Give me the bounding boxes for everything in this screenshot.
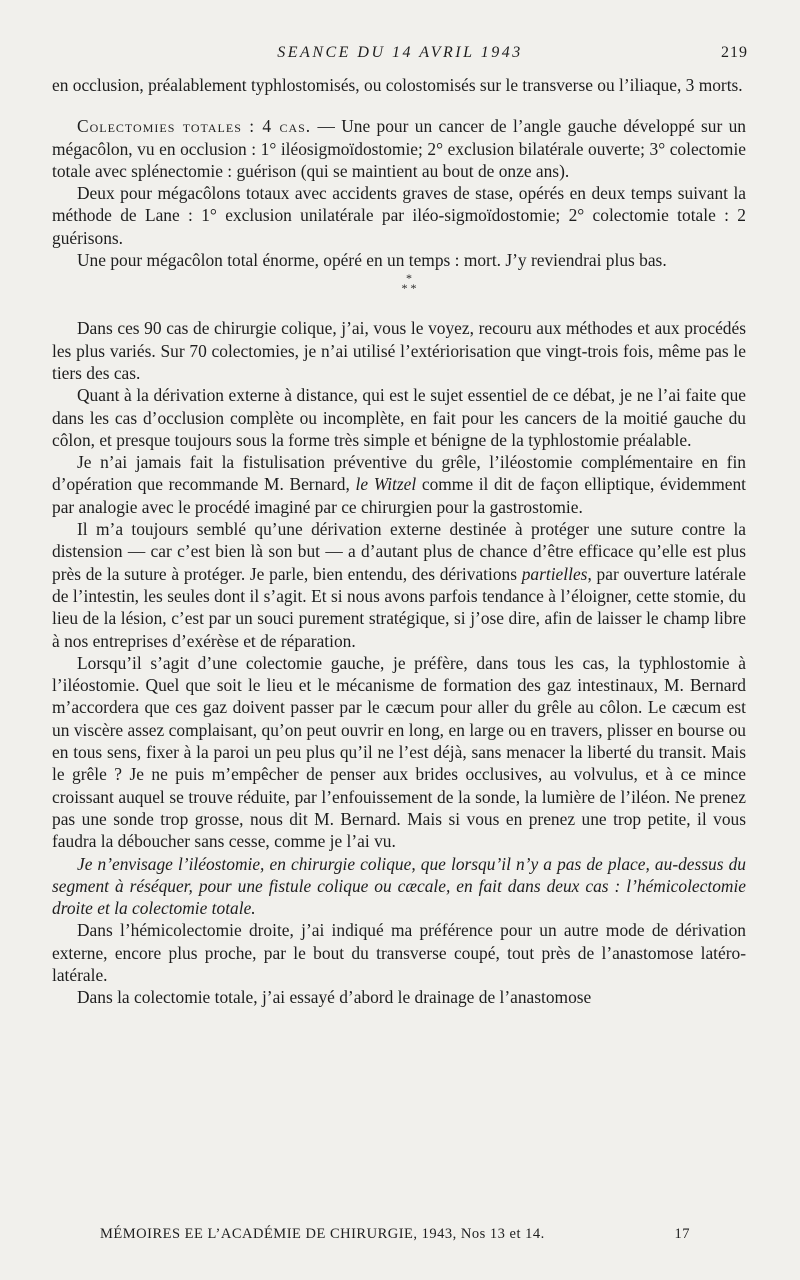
separator-star: * xyxy=(406,271,412,286)
paragraph: Dans ces 90 cas de chirurgie colique, j’ai, vous le voyez, recouru aux méthodes et aux procédés les plus variés. Sur 70 colectomies, je n’ai utilisé l’extériorisation que vingt-trois fois, même pas le tiers des cas. xyxy=(52,318,746,383)
italic-paragraph: Je n’envisage l’iléostomie, en chirurgie colique, que lorsqu’il n’y a pas de place, au-dessus du segment à réséquer, pour une fistule colique ou cæcale, en fait dans deux cas : l’hémicolectomie droite et la colectomie totale. xyxy=(52,853,746,919)
paragraph: Une pour mégacôlon total énorme, opéré en un temps : mort. J’y reviendrai plus bas. xyxy=(77,250,667,271)
emphasis-text: partielles xyxy=(521,563,588,584)
paragraph-text: Je n’ai jamais fait la fistulisation préventive du grêle, l’iléostomie complémentaire en fin d’opération que recommande M. Bernard, xyxy=(52,452,746,495)
paragraph-text: Il m’a toujours semblé qu’une dérivation externe destinée à protéger une suture contre la distension — car c’est bien là son but — a d’autant plus de chance d’être efficace qu’elle est plus près de la suture à protéger. Je parle, bien entendu, des dérivations xyxy=(52,519,746,584)
header-title: SEANCE DU 14 AVRIL 1943 xyxy=(277,44,523,61)
paragraph-text: — Une pour un cancer de l’angle gauche développé sur un mégacôlon, vu en occlusion : 1° iléosigmoïdostomie; 2° exclusion bilatérale ouverte; 3° colectomie totale avec splénectomie : guérison (qui se maintient au bout de onze ans). xyxy=(52,116,746,181)
header-page-number: 219 xyxy=(721,44,748,61)
footer-citation: MÉMOIRES EE L’ACADÉMIE DE CHIRURGIE, 1943, Nos 13 et 14. xyxy=(100,1226,545,1242)
paragraph-text: comme il dit de façon elliptique, évidemment par analogie avec le procédé imaginé par ce chirurgien pour la gastrostomie. xyxy=(52,474,747,517)
section-heading: Colectomies totales : 4 cas. xyxy=(77,116,312,137)
paragraph: en occlusion, préalablement typhlostomisés, ou colostomisés sur le transverse ou l’iliaque, 3 morts. xyxy=(52,75,743,95)
paragraph xyxy=(52,518,746,652)
footer-signature-number: 17 xyxy=(674,1226,690,1242)
paragraph-text: , par ouverture latérale de l’intestin, les seules dont il s’agit. Et si nous avons parfois tendance à l’éloigner, cette stomie, du lieu de la lésion, c’est par un souci purement stratégique, si j’ose dire, afin de laisser le champ libre à nos entreprises d’exérèse et de réparation. xyxy=(52,563,746,651)
paragraph: Dans l’hémicolectomie droite, j’ai indiqué ma préférence pour un autre mode de dérivation externe, encore plus proche, par le bout du transverse coupé, tout près de l’anastomose latéro-latérale. xyxy=(52,920,746,985)
paragraph: Lorsqu’il s’agit d’une colectomie gauche, je préfère, dans tous les cas, la typhlostomie à l’iléostomie. Quel que soit le lieu et le mécanisme de formation des gaz intestinaux, M. Bernard m’accordera que ces gaz doivent passer par le cæcum pour aller du grêle au côlon. Le cæcum est un viscère assez complaisant, qu’on peut ouvrir en long, en large ou en travers, plisser en bourse ou en tous sens, fixer à la paroi un peu plus qu’il ne l’est déjà, sans menacer la liberté du transit. Mais le grêle ? Je ne puis m’empêcher de penser aux brides occlusives, au volvulus, et à ce mince croissant auquel se trouve réduite, par l’enfouissement de la sonde, la lumière de l’iléon. Ne prenez pas une sonde trop grosse, nous dit M. Bernard. Mais si vous en prenez une trop petite, il vous faudra la déboucher sans cesse, comme je l’ai vu. xyxy=(52,652,746,852)
running-header xyxy=(52,44,748,68)
paragraph: Quant à la dérivation externe à distance, qui est le sujet essentiel de ce débat, je ne l’ai faite que dans les cas d’occlusion complète ou incomplète, en fait pour les cancers de la moitié gauche du côlon, et presque toujours sous la forme très simple et bénigne de la typhlostomie préalable. xyxy=(52,385,746,450)
paragraph xyxy=(52,451,746,518)
emphasis-text: le Witzel xyxy=(355,474,417,495)
paragraph: Deux pour mégacôlons totaux avec accidents graves de stase, opérés en deux temps suivant la méthode de Lane : 1° exclusion unilatérale par iléo-sigmoïdostomie; 2° colectomie totale : 2 guérisons. xyxy=(52,183,746,248)
separator-stars: * * xyxy=(401,281,417,296)
body-text xyxy=(52,74,746,1009)
running-footer xyxy=(100,1226,690,1243)
paragraph: Dans la colectomie totale, j’ai essayé d’abord le drainage de l’anastomose xyxy=(77,987,592,1008)
paragraph xyxy=(52,115,746,182)
section-separator xyxy=(72,271,746,296)
